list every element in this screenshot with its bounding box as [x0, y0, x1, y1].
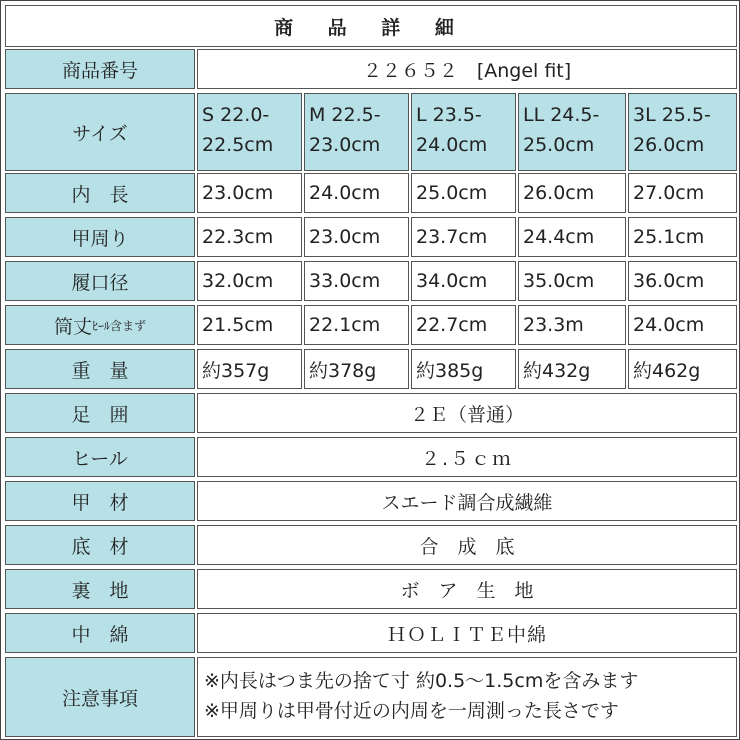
- instep-s: 22.3cm: [197, 217, 302, 257]
- instep-label: 甲周り: [5, 217, 195, 257]
- shaft-label-note: ﾋｰﾙ含まず: [92, 318, 147, 333]
- width-value: ２Ｅ（普通）: [197, 393, 737, 433]
- insole-label: 中 綿: [5, 613, 195, 653]
- sole-material-label: 底 材: [5, 525, 195, 565]
- size-l: L 23.5- 24.0cm: [411, 93, 516, 171]
- opening-label: 履口径: [5, 261, 195, 301]
- opening-ll: 35.0cm: [518, 261, 626, 301]
- note-line: ※内長はつま先の捨て寸 約0.5～1.5cmを含みます: [204, 670, 639, 692]
- heel-label: ヒール: [5, 437, 195, 477]
- shaft-3l: 24.0cm: [628, 305, 737, 345]
- weight-s: 約357g: [197, 349, 302, 389]
- lining-value: ボ ア 生 地: [197, 569, 737, 609]
- size-ll: LL 24.5- 25.0cm: [518, 93, 626, 171]
- upper-material-value: スエード調合成繊維: [197, 481, 737, 521]
- weight-m: 約378g: [304, 349, 409, 389]
- size-m: M 22.5- 23.0cm: [304, 93, 409, 171]
- shaft-l: 22.7cm: [411, 305, 516, 345]
- size-3l: 3L 25.5- 26.0cm: [628, 93, 737, 171]
- shaft-label-main: 筒丈: [53, 315, 92, 338]
- product-number-label: 商品番号: [5, 49, 195, 89]
- table-title: 商 品 詳 細: [5, 5, 737, 47]
- shaft-label: [5, 305, 195, 345]
- inner-length-3l: 27.0cm: [628, 173, 737, 213]
- product-number-value: ２２６５２ [Angel fit]: [197, 49, 737, 89]
- inner-length-m: 24.0cm: [304, 173, 409, 213]
- inner-length-l: 25.0cm: [411, 173, 516, 213]
- instep-l: 23.7cm: [411, 217, 516, 257]
- weight-3l: 約462g: [628, 349, 737, 389]
- note-line: ※甲周りは甲骨付近の内周を一周測った長さです: [204, 700, 619, 722]
- sole-material-value: 合 成 底: [197, 525, 737, 565]
- opening-3l: 36.0cm: [628, 261, 737, 301]
- shaft-s: 21.5cm: [197, 305, 302, 345]
- inner-length-s: 23.0cm: [197, 173, 302, 213]
- notes-label: 注意事項: [5, 657, 195, 737]
- inner-length-label: 内 長: [5, 173, 195, 213]
- weight-l: 約385g: [411, 349, 516, 389]
- instep-ll: 24.4cm: [518, 217, 626, 257]
- notes-value: [197, 657, 737, 737]
- weight-label: 重 量: [5, 349, 195, 389]
- inner-length-ll: 26.0cm: [518, 173, 626, 213]
- insole-value: ＨＯＬＩＴＥ中綿: [197, 613, 737, 653]
- lining-label: 裏 地: [5, 569, 195, 609]
- upper-material-label: 甲 材: [5, 481, 195, 521]
- size-label: サイズ: [5, 93, 195, 171]
- width-label: 足 囲: [5, 393, 195, 433]
- shaft-ll: 23.3m: [518, 305, 626, 345]
- size-s: S 22.0- 22.5cm: [197, 93, 302, 171]
- opening-l: 34.0cm: [411, 261, 516, 301]
- heel-value: ２.５ｃｍ: [197, 437, 737, 477]
- instep-m: 23.0cm: [304, 217, 409, 257]
- opening-s: 32.0cm: [197, 261, 302, 301]
- weight-ll: 約432g: [518, 349, 626, 389]
- instep-3l: 25.1cm: [628, 217, 737, 257]
- opening-m: 33.0cm: [304, 261, 409, 301]
- shaft-m: 22.1cm: [304, 305, 409, 345]
